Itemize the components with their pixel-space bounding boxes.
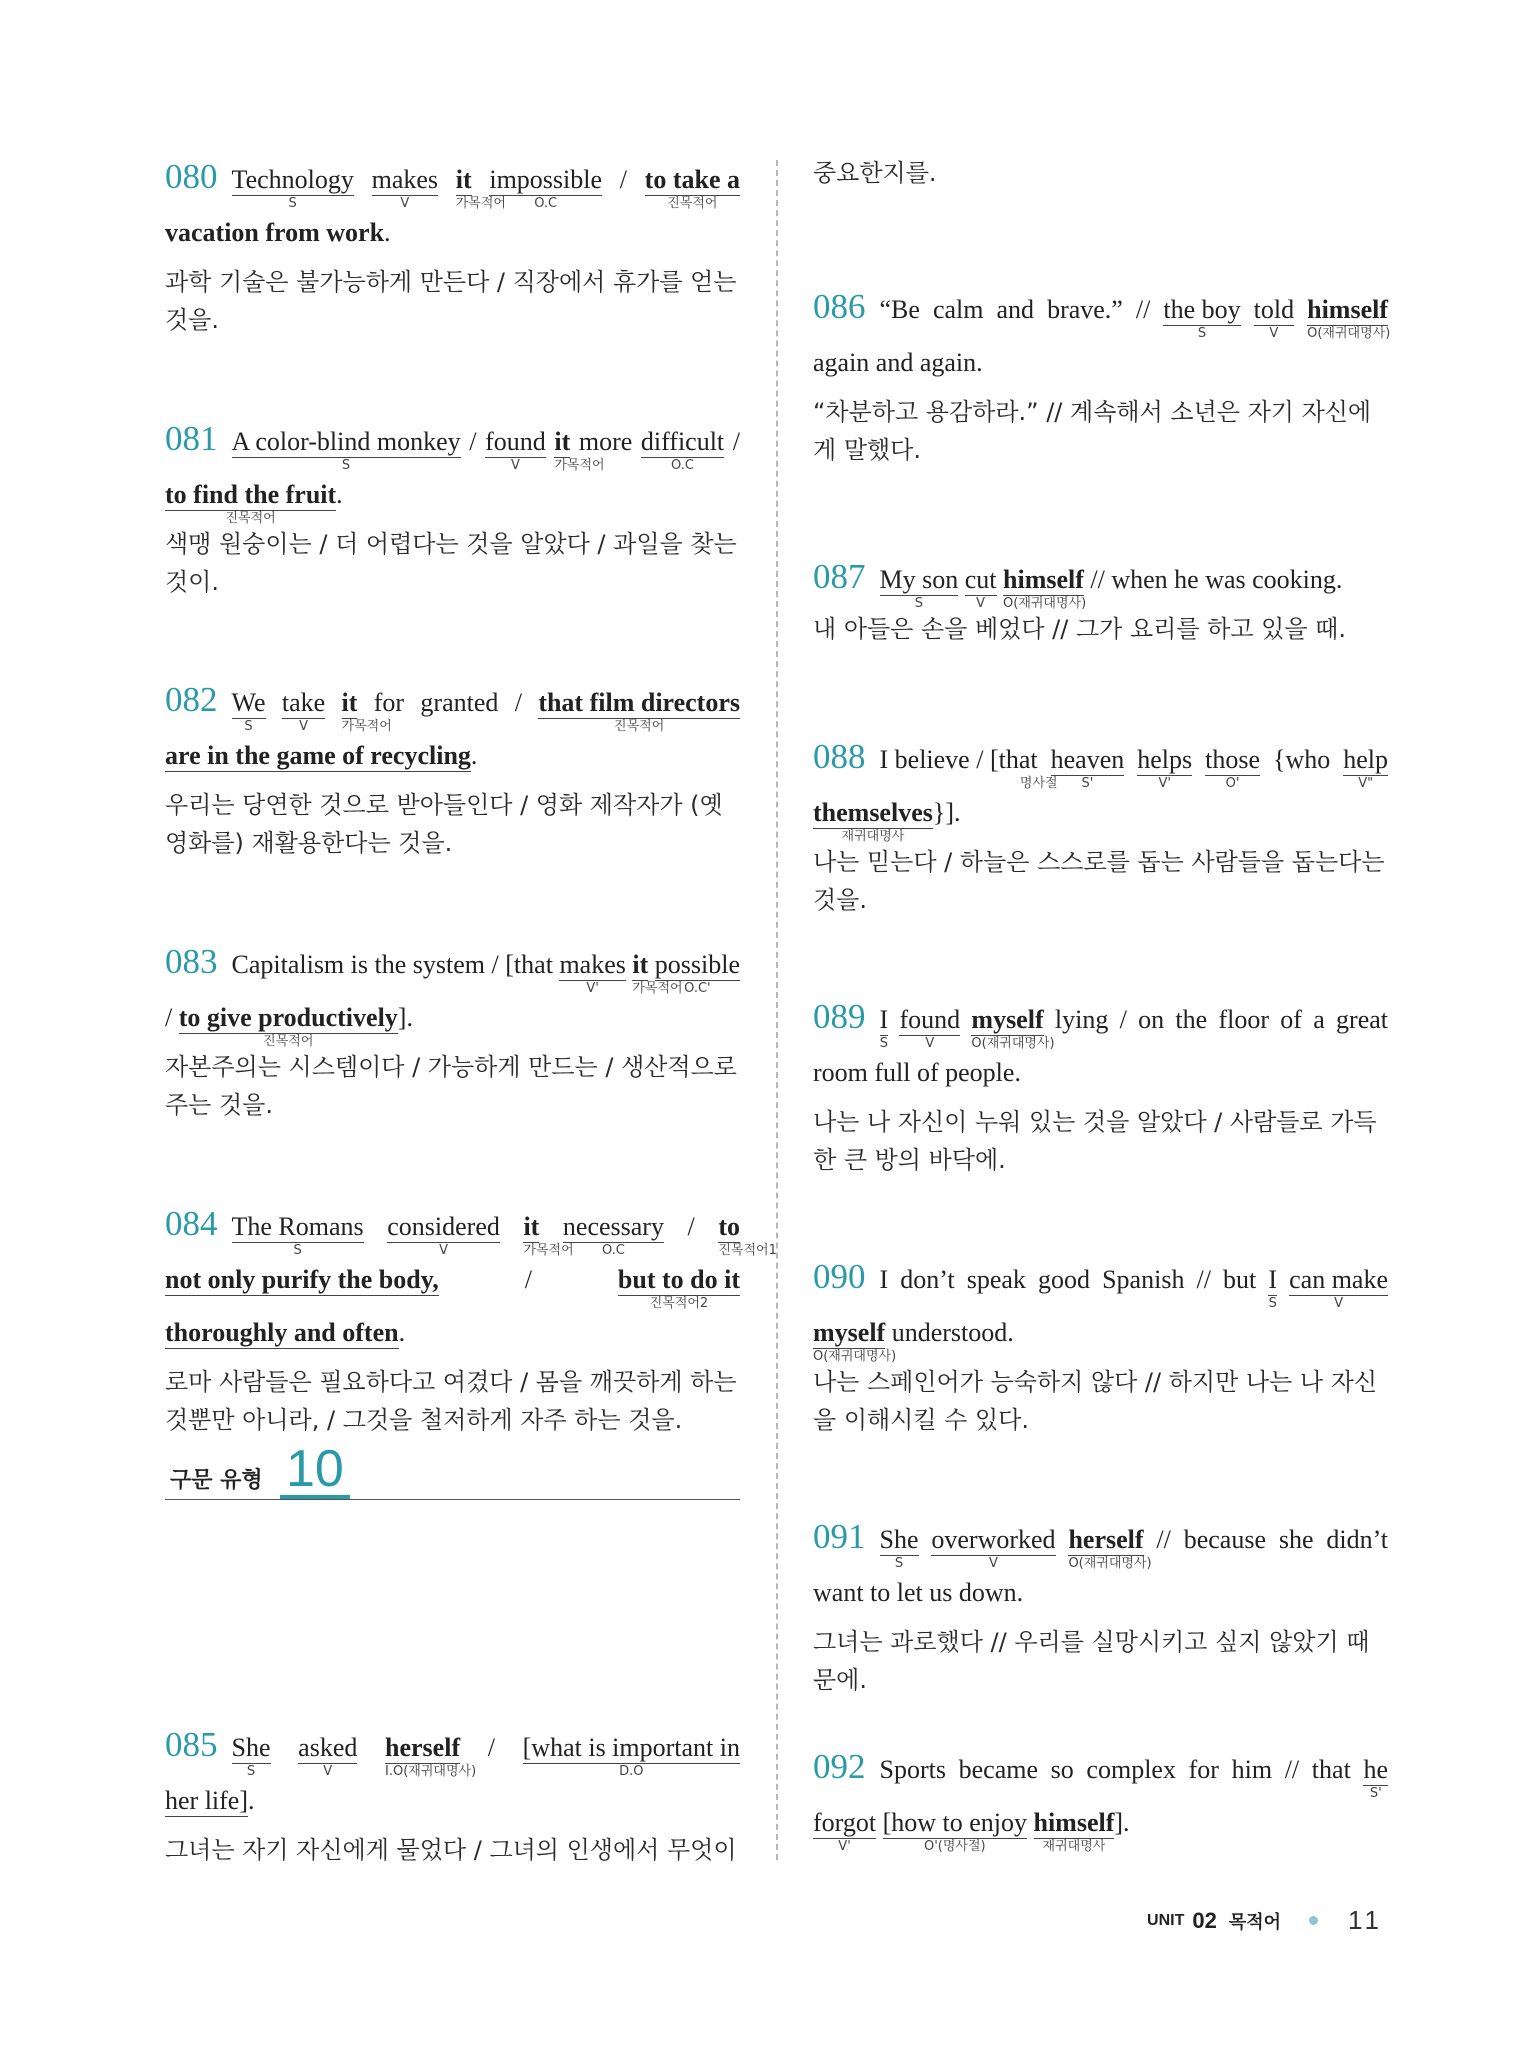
grammar-tag: V <box>323 1764 333 1779</box>
grammar-tag: I.O(재귀대명사) <box>385 1764 477 1779</box>
korean-translation: “차분하고 용감하라.” // 계속해서 소년은 자기 자신에게 말했다. <box>813 398 1372 464</box>
korean-translation: 그녀는 자기 자신에게 물었다 / 그녀의 인생에서 무엇이 <box>165 1836 737 1864</box>
annotated-phrase: not only purify the body, <box>165 1265 439 1294</box>
grammar-tag: O(재귀대명사) <box>1068 1556 1152 1571</box>
annotated-phrase: asked V <box>298 1733 358 1779</box>
english-sentence <box>165 1718 740 1827</box>
sentence-text: Capitalism is the system / [that <box>231 950 560 979</box>
sentence-item <box>813 1510 1388 1699</box>
grammar-tag: 가목적어 <box>554 458 605 473</box>
annotated-phrase: She S <box>231 1733 271 1779</box>
sentence-text: I don’t speak good Spanish // but <box>879 1265 1269 1294</box>
english-sentence <box>165 1197 777 1359</box>
sentence-item <box>813 730 1388 919</box>
sentence-item <box>165 150 740 339</box>
section-label: 구문 유형 <box>170 1468 263 1493</box>
grammar-tag: 진목적어 <box>225 511 276 526</box>
sentence-text <box>438 165 456 194</box>
grammar-tag: 진목적어 <box>263 1034 314 1049</box>
grammar-tag: O.C <box>534 196 558 211</box>
sentence-item <box>813 280 1391 469</box>
korean-translation: 우리는 당연한 것으로 받아들인다 / 영화 제작자가 (옛 영화를) 재활용한다는 것을. <box>165 791 723 857</box>
grammar-tag: S <box>246 1764 256 1779</box>
sentence-text: / <box>663 1212 719 1241</box>
english-sentence <box>813 1250 1389 1364</box>
sentence-number: 089 <box>813 997 866 1036</box>
sentence-text <box>546 427 555 456</box>
annotated-phrase: take V <box>281 688 326 734</box>
grammar-tag: S <box>1197 326 1207 341</box>
grammar-tag: 재귀대명사 <box>1042 1839 1106 1854</box>
grammar-tag: V <box>989 1556 998 1571</box>
grammar-tag: 명사절 <box>1019 776 1058 791</box>
annotated-phrase: I S <box>879 1005 889 1051</box>
english-sentence <box>813 1510 1388 1619</box>
grammar-tag: S <box>244 719 253 734</box>
grammar-tag: S' <box>1369 1786 1382 1801</box>
grammar-tag: 가목적어 <box>523 1243 574 1258</box>
sentence-text: understood. <box>885 1318 1014 1347</box>
sentence-item <box>165 1197 777 1439</box>
sentence-text: // when he was cooking. <box>1083 565 1343 594</box>
english-sentence <box>813 1740 1388 1854</box>
grammar-tag: 진목적어1 <box>718 1243 777 1258</box>
sentence-text: / <box>438 1265 618 1294</box>
sentence-number: 092 <box>813 1747 866 1786</box>
annotated-phrase: A color-blind monkey S <box>231 427 461 473</box>
annotated-phrase: overworked V <box>931 1525 1056 1571</box>
sentence-text: / <box>165 1003 179 1032</box>
sentence-text <box>1038 745 1051 774</box>
grammar-tag: S <box>288 196 297 211</box>
sentence-text <box>364 1212 388 1241</box>
annotated-phrase: told V <box>1253 295 1295 341</box>
sentence-text <box>357 1733 385 1762</box>
annotated-phrase: cut V <box>964 565 997 611</box>
annotated-phrase: himself 재귀대명사 <box>1033 1808 1115 1854</box>
sentence-text: / <box>602 165 645 194</box>
grammar-tag: S <box>1268 1296 1277 1311</box>
annotated-phrase: necessary O.C <box>562 1212 664 1258</box>
grammar-tag: V" <box>1358 776 1374 791</box>
sentence-text: . <box>248 1786 255 1815</box>
annotated-phrase: herself I.O(재귀대명사) <box>385 1733 477 1779</box>
sentence-number: 090 <box>813 1257 866 1296</box>
page-number: 11 <box>1348 1905 1383 1935</box>
sentence-text: . <box>398 1318 406 1347</box>
grammar-tag: O(재귀대명사) <box>1003 596 1087 611</box>
sentence-item <box>813 1740 1388 1854</box>
sentence-text: // because she didn’t want to let us down. <box>813 1525 1389 1607</box>
sentence-text <box>1294 295 1307 324</box>
korean-translation: 나는 믿는다 / 하늘은 스스로를 돕는 사람들을 돕는다는 것을. <box>813 848 1385 914</box>
sentence-number: 084 <box>165 1204 218 1243</box>
annotated-phrase: to take a 진목적어 <box>644 165 740 211</box>
sentence-item <box>165 412 740 601</box>
sentence-number: 087 <box>813 557 866 596</box>
sentence-text <box>266 688 282 717</box>
sentence-text: again and again. <box>813 348 983 377</box>
annotated-phrase: himself O(재귀대명사) <box>1307 295 1391 341</box>
grammar-tag: 가목적어 <box>455 196 506 211</box>
annotated-phrase: Technology S <box>231 165 354 211</box>
annotated-phrase: themselves 재귀대명사 <box>813 798 933 844</box>
english-sentence <box>813 730 1389 844</box>
korean-translation: 과학 기술은 불가능하게 만든다 / 직장에서 휴가를 얻는 것을. <box>165 268 737 334</box>
section-number: 10 <box>280 1443 350 1500</box>
annotated-phrase: heaven S' <box>1050 745 1125 791</box>
sentence-text <box>472 165 490 194</box>
annotated-phrase: he S' <box>1363 1755 1388 1801</box>
english-sentence <box>165 935 741 1049</box>
annotated-phrase: myself O(재귀대명사) <box>971 1005 1055 1051</box>
grammar-tag: O(재귀대명사) <box>1307 326 1391 341</box>
annotated-phrase: thoroughly and often <box>165 1318 399 1347</box>
sentence-text <box>500 1212 524 1241</box>
grammar-tag: V <box>299 719 308 734</box>
grammar-tag: V' <box>1158 776 1171 791</box>
annotated-phrase: to give productively 진목적어 <box>178 1003 398 1049</box>
korean-translation: 중요한지를. <box>813 159 937 187</box>
annotated-phrase: her life] <box>165 1786 249 1815</box>
grammar-tag: 진목적어2 <box>649 1296 709 1311</box>
korean-translation: 나는 나 자신이 누워 있는 것을 알았다 / 사람들로 가득한 큰 방의 바닥에. <box>813 1108 1377 1174</box>
annotated-phrase: possible O.C' <box>654 950 741 996</box>
sentence-text: ]. <box>397 1003 413 1032</box>
sentence-number: 083 <box>165 942 218 981</box>
grammar-tag: D.O <box>619 1764 644 1779</box>
grammar-tag: S <box>341 458 351 473</box>
sentence-item <box>165 935 740 1124</box>
annotated-phrase: can make V <box>1289 1265 1389 1311</box>
annotated-phrase: [how to enjoy O'(명사절) <box>882 1808 1027 1854</box>
annotated-phrase: I S <box>1268 1265 1278 1311</box>
annotated-phrase: The Romans S <box>231 1212 364 1258</box>
sentence-item <box>165 1718 740 1869</box>
sentence-text <box>1241 295 1254 324</box>
section-rule <box>165 1499 740 1500</box>
grammar-tag: S' <box>1081 776 1094 791</box>
sentence-text <box>325 688 341 717</box>
annotated-phrase: to 진목적어1 <box>718 1212 777 1258</box>
grammar-tag: O(재귀대명사) <box>971 1036 1055 1051</box>
footer-unit-number: 02 <box>1192 1907 1217 1933</box>
annotated-phrase: My son S <box>879 565 959 611</box>
english-sentence <box>165 150 740 259</box>
annotated-phrase: found V <box>485 427 546 473</box>
sentence-number: 088 <box>813 737 866 776</box>
annotated-phrase: the boy S <box>1163 295 1241 341</box>
sentence-text: Sports became so complex for him // that <box>879 1755 1364 1784</box>
sentence-text: / <box>724 427 740 456</box>
korean-translation: 내 아들은 손을 베었다 // 그가 요리를 하고 있을 때. <box>813 615 1346 643</box>
sentence-item <box>813 1250 1388 1439</box>
sentence-text: / <box>460 1733 523 1762</box>
annotated-phrase: We S <box>231 688 266 734</box>
grammar-tag: V' <box>586 981 599 996</box>
sentence-item <box>813 550 1388 648</box>
footer-chapter-title: 목적어 <box>1228 1911 1281 1933</box>
annotated-phrase: it 가목적어 <box>554 427 605 473</box>
grammar-tag: S <box>914 596 923 611</box>
annotated-phrase: himself O(재귀대명사) <box>1003 565 1087 611</box>
annotated-phrase: makes V' <box>559 950 626 996</box>
sentence-text <box>1277 1265 1289 1294</box>
sentence-number: 085 <box>165 1725 218 1764</box>
grammar-tag: 가목적어 <box>632 981 683 996</box>
annotated-phrase: She S <box>879 1525 919 1571</box>
page-footer <box>1147 1905 1383 1936</box>
annotated-phrase: makes V <box>371 165 439 211</box>
sentence-text: “Be calm and brave.” // <box>879 295 1164 324</box>
annotated-phrase: that film directors 진목적어 <box>538 688 741 734</box>
sentence-text: / <box>460 427 486 456</box>
english-sentence <box>813 550 1388 611</box>
grammar-tag: S <box>894 1556 904 1571</box>
sentence-text: . <box>470 741 478 770</box>
sentence-text: more <box>570 427 641 456</box>
annotated-phrase: herself O(재귀대명사) <box>1068 1525 1152 1571</box>
grammar-tag: V <box>400 196 410 211</box>
grammar-tag: V' <box>838 1839 851 1854</box>
sentence-text: lying / on the floor of a great room full of people. <box>813 1005 1388 1087</box>
grammar-tag: 재귀대명사 <box>841 829 905 844</box>
annotated-phrase: forgot V' <box>813 1808 877 1854</box>
annotated-phrase: impossible O.C <box>489 165 603 211</box>
annotated-phrase: it 가목적어 <box>341 688 392 734</box>
sentence-text <box>354 165 372 194</box>
sentence-number: 091 <box>813 1517 866 1556</box>
sentence-text: . <box>336 480 343 509</box>
sentence-number: 080 <box>165 157 218 196</box>
annotated-phrase: [what is important in D.O <box>522 1733 740 1779</box>
annotated-phrase: it 가목적어 <box>523 1212 574 1258</box>
sentence-text <box>539 1212 563 1241</box>
sentence-text: }]. <box>932 798 961 827</box>
grammar-tag: S <box>293 1243 302 1258</box>
sentence-text <box>1192 745 1205 774</box>
grammar-tag: V <box>976 596 986 611</box>
grammar-tag: V <box>439 1243 448 1258</box>
section-header <box>165 1440 740 1500</box>
sentence-number: 082 <box>165 680 218 719</box>
annotated-phrase: are in the game of recycling <box>165 741 471 770</box>
annotated-phrase: considered V <box>387 1212 500 1258</box>
grammar-tag: 가목적어 <box>341 719 392 734</box>
grammar-tag: V <box>1334 1296 1344 1311</box>
korean-translation: 자본주의는 시스템이다 / 가능하게 만드는 / 생산적으로 주는 것을. <box>165 1053 737 1119</box>
footer-dot-icon <box>1309 1916 1318 1925</box>
sentence-text: . <box>384 218 391 247</box>
sentence-item <box>813 990 1388 1179</box>
sentence-text <box>1056 1525 1069 1554</box>
korean-translation: 나는 스페인어가 능숙하지 않다 // 하지만 나는 나 자신을 이해시킬 수 있다. <box>813 1368 1378 1434</box>
sentence-item <box>813 150 1388 192</box>
grammar-tag: O.C <box>671 458 694 473</box>
annotated-phrase: but to do it 진목적어2 <box>617 1265 740 1311</box>
sentence-number: 081 <box>165 419 218 458</box>
sentence-text <box>1124 745 1137 774</box>
grammar-tag: O'(명사절) <box>923 1839 986 1854</box>
grammar-tag: V <box>510 458 520 473</box>
english-sentence <box>813 990 1388 1099</box>
annotated-phrase: myself O(재귀대명사) <box>813 1318 897 1364</box>
sentence-item <box>165 673 740 862</box>
annotated-phrase: help V" <box>1343 745 1389 791</box>
annotated-phrase: found V <box>899 1005 961 1051</box>
annotated-phrase: difficult O.C <box>640 427 725 473</box>
sentence-text <box>271 1733 299 1762</box>
grammar-tag: 진목적어 <box>667 196 718 211</box>
sentence-text: for granted / <box>357 688 539 717</box>
english-sentence <box>165 412 740 526</box>
annotated-phrase: I believe / [that 명사절 <box>879 745 1058 791</box>
sentence-text: vacation from work <box>165 218 385 247</box>
sentence-text: {who <box>1260 745 1344 774</box>
annotated-phrase: it 가목적어 <box>455 165 506 211</box>
annotated-phrase: to find the fruit 진목적어 <box>165 480 337 526</box>
annotated-phrase: those O' <box>1205 745 1261 791</box>
annotated-phrase: helps V' <box>1137 745 1193 791</box>
sentence-text <box>888 1005 899 1034</box>
sentence-text: ]. <box>1114 1808 1130 1837</box>
grammar-tag: O.C <box>601 1243 625 1258</box>
grammar-tag: O(재귀대명사) <box>813 1349 897 1364</box>
korean-translation: 그녀는 과로했다 // 우리를 실망시키고 싶지 않았기 때문에. <box>813 1628 1370 1694</box>
annotated-phrase: it 가목적어 <box>632 950 683 996</box>
sentence-text <box>960 1005 971 1034</box>
sentence-text <box>919 1525 932 1554</box>
grammar-tag: V <box>925 1036 935 1051</box>
english-sentence <box>165 673 740 782</box>
footer-unit-label: UNIT <box>1147 1911 1185 1929</box>
grammar-tag: O.C' <box>684 981 711 996</box>
grammar-tag: 진목적어 <box>614 719 665 734</box>
grammar-tag: S <box>879 1036 888 1051</box>
column-divider <box>776 160 778 1860</box>
grammar-tag: V <box>1269 326 1279 341</box>
korean-translation: 로마 사람들은 필요하다고 여겼다 / 몸을 깨끗하게 하는 것뿐만 아니라, / 그것을 철저하게 자주 하는 것을. <box>165 1368 737 1434</box>
sentence-number: 086 <box>813 287 866 326</box>
grammar-tag: O' <box>1225 776 1240 791</box>
korean-translation: 색맹 원숭이는 / 더 어렵다는 것을 알았다 / 과일을 찾는 것이. <box>165 530 737 596</box>
english-sentence <box>813 280 1391 389</box>
